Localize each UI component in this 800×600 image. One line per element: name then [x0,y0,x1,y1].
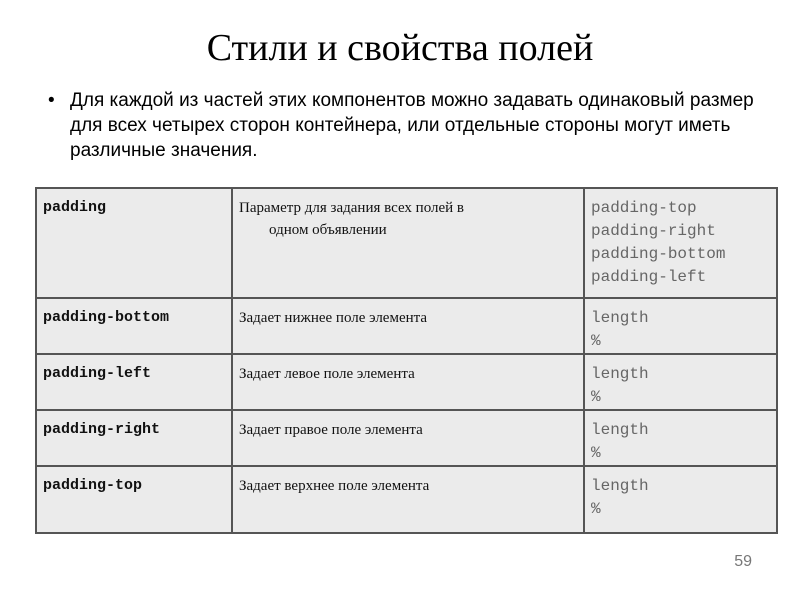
value: length [591,365,649,383]
value: padding-right [591,222,716,240]
property-values [584,410,777,466]
value: % [591,388,601,406]
bullet-text: Для каждой из частей этих компонентов можно задавать одинаковый размер для всех четырех сторон контейнера, или отдельные стороны могут иметь различные значения. [70,90,754,161]
slide-title: Стили и свойства полей [206,27,594,69]
table-row [36,188,777,298]
value: % [591,332,601,350]
value: length [591,309,649,327]
table-row [36,298,777,354]
property-description [232,188,584,298]
bullet-marker: • [48,90,55,111]
bullet-point [48,88,768,163]
description-line: одном объявлении [269,222,387,238]
property-name: padding-right [36,410,232,466]
value: length [591,421,649,439]
property-values [584,466,777,533]
value: % [591,444,601,462]
page-number: 59 [734,553,752,570]
property-values [584,298,777,354]
value: length [591,477,649,495]
table-row [36,410,777,466]
value: % [591,500,601,518]
property-description: Задает левое поле элемента [232,354,584,410]
table-row [36,466,777,533]
property-description: Задает верхнее поле элемента [232,466,584,533]
property-name: padding [36,188,232,298]
property-description: Задает нижнее поле элемента [232,298,584,354]
table-row [36,354,777,410]
property-description: Задает правое поле элемента [232,410,584,466]
property-name: padding-top [36,466,232,533]
properties-table [35,187,778,534]
value: padding-bottom [591,245,726,263]
property-values [584,354,777,410]
property-name: padding-left [36,354,232,410]
property-name: padding-bottom [36,298,232,354]
property-values [584,188,777,298]
description-line: Параметр для задания всех полей в [239,200,465,216]
value: padding-left [591,268,707,286]
value: padding-top [591,199,697,217]
